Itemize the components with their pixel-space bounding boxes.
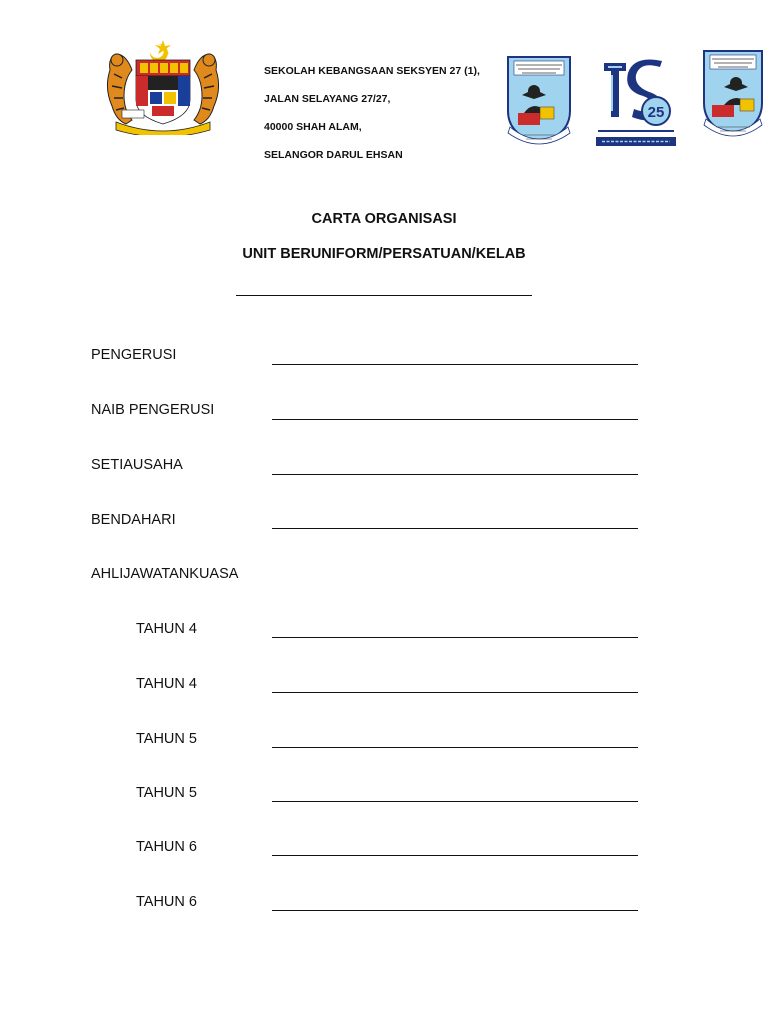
address-line: JALAN SELAYANG 27/27, <box>264 93 391 105</box>
committee-heading: AHLIJAWATANKUASA <box>91 566 239 582</box>
role-blank-line[interactable] <box>272 474 638 475</box>
unit-name-blank-line[interactable] <box>236 295 532 296</box>
role-blank-line[interactable] <box>272 528 638 529</box>
transformation-program-logo-icon <box>594 53 678 147</box>
address-line: SEKOLAH KEBANGSAAN SEKSYEN 27 (1), <box>264 65 480 77</box>
page-subtitle: UNIT BERUNIFORM/PERSATUAN/KELAB <box>242 246 526 262</box>
committee-blank-line[interactable] <box>272 747 638 748</box>
malaysia-crest-icon <box>102 40 224 135</box>
school-logo-icon <box>504 55 574 145</box>
committee-blank-line[interactable] <box>272 637 638 638</box>
role-label-bendahari: BENDAHARI <box>91 512 176 528</box>
address-line: SELANGOR DARUL EHSAN <box>264 149 403 161</box>
committee-member-label: TAHUN 4 <box>136 676 197 692</box>
role-blank-line[interactable] <box>272 419 638 420</box>
committee-blank-line[interactable] <box>272 692 638 693</box>
committee-member-label: TAHUN 5 <box>136 731 197 747</box>
page-title: CARTA ORGANISASI <box>311 211 457 227</box>
committee-member-label: TAHUN 6 <box>136 839 197 855</box>
role-label-pengerusi: PENGERUSI <box>91 347 177 363</box>
committee-member-label: TAHUN 6 <box>136 894 197 910</box>
school-logo-icon <box>700 49 766 137</box>
school-address <box>264 57 480 169</box>
svg-text:25: 25 <box>647 104 665 121</box>
committee-blank-line[interactable] <box>272 855 638 856</box>
committee-member-label: TAHUN 4 <box>136 621 197 637</box>
role-label-naib-pengerusi: NAIB PENGERUSI <box>91 402 215 418</box>
committee-member-label: TAHUN 5 <box>136 785 197 801</box>
committee-blank-line[interactable] <box>272 910 638 911</box>
role-label-setiausaha: SETIAUSAHA <box>91 457 183 473</box>
committee-blank-line[interactable] <box>272 801 638 802</box>
role-blank-line[interactable] <box>272 364 638 365</box>
address-line: 40000 SHAH ALAM, <box>264 121 362 133</box>
